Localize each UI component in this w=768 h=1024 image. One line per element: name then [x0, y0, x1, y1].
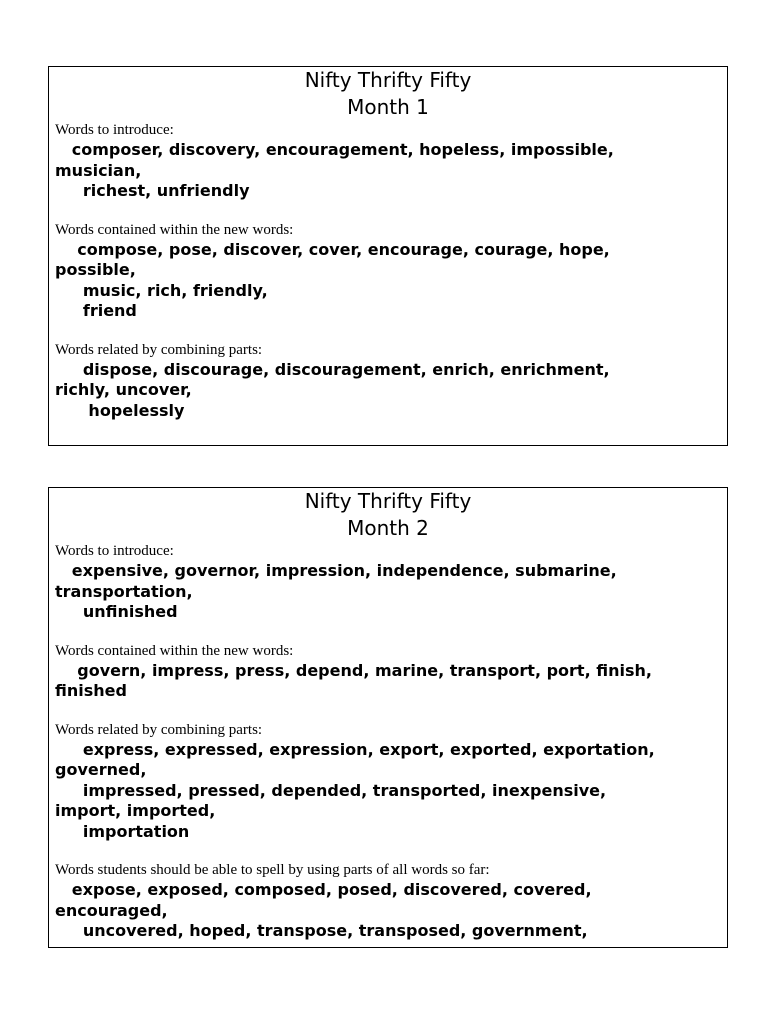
section-related-words: [55, 341, 721, 422]
word-line: uncovered, hoped, transpose, transposed, government,: [55, 921, 588, 940]
card-sections: [49, 542, 727, 942]
word-line: encouraged,: [55, 900, 168, 920]
word-list: [55, 140, 721, 202]
card-month: Month 1: [347, 95, 429, 119]
word-line: transportation,: [55, 581, 193, 601]
card-title: Nifty Thrifty Fifty: [304, 489, 472, 513]
card-header: [49, 67, 727, 121]
word-line: music, rich, friendly,: [55, 280, 268, 300]
word-line: import, imported,: [55, 801, 216, 820]
word-list: [55, 880, 721, 942]
word-list: [55, 561, 721, 623]
word-line: impressed, pressed, depended, transported, inexpensive,: [55, 780, 607, 800]
section-label: Words students should be able to spell by using parts of all words so far:: [55, 862, 490, 878]
section-label: Words related by combining parts:: [55, 341, 263, 358]
card-sections: [49, 121, 727, 421]
word-line: musician,: [55, 160, 142, 180]
card-month: Month 2: [347, 516, 429, 540]
word-line: importation: [55, 821, 190, 841]
section-label: Words to introduce:: [55, 543, 174, 559]
word-line: composer, discovery, encouragement, hopeless, impossible,: [55, 140, 614, 159]
word-line: hopelessly: [55, 400, 185, 420]
word-line: dispose, discourage, discouragement, enrich, enrichment,: [55, 359, 610, 379]
section-contained-words: [55, 221, 721, 322]
section-label: Words to introduce:: [55, 122, 174, 138]
word-list: [55, 360, 721, 422]
word-list: [55, 740, 721, 843]
word-line: govern, impress, press, depend, marine, transport, port, finish,: [55, 660, 652, 680]
word-line: express, expressed, expression, export, exported, exportation,: [55, 739, 655, 759]
section-spelling-words: [55, 861, 721, 942]
section-label: Words contained within the new words:: [55, 642, 294, 659]
word-line: compose, pose, discover, cover, encourage, courage, hope,: [55, 239, 610, 259]
section-contained-words: [55, 642, 721, 702]
word-list: [55, 661, 721, 702]
section-words-to-introduce: [55, 121, 721, 202]
section-words-to-introduce: [55, 542, 721, 623]
word-line: expose, exposed, composed, posed, discovered, covered,: [55, 880, 592, 899]
card-header: [49, 488, 727, 542]
word-line: finished: [55, 681, 127, 700]
word-line: richest, unfriendly: [55, 181, 250, 200]
word-list: [55, 240, 721, 322]
word-line: possible,: [55, 260, 136, 279]
section-related-words: [55, 721, 721, 843]
word-card-month-1: [48, 66, 728, 446]
word-line: unfinished: [55, 602, 178, 621]
section-label: Words related by combining parts:: [55, 721, 263, 738]
word-card-month-2: [48, 487, 728, 948]
word-line: expensive, governor, impression, independence, submarine,: [55, 561, 617, 580]
word-line: friend: [55, 301, 137, 320]
word-line: richly, uncover,: [55, 380, 192, 399]
card-title: Nifty Thrifty Fifty: [304, 68, 472, 92]
word-line: governed,: [55, 760, 147, 779]
section-label: Words contained within the new words:: [55, 221, 294, 238]
